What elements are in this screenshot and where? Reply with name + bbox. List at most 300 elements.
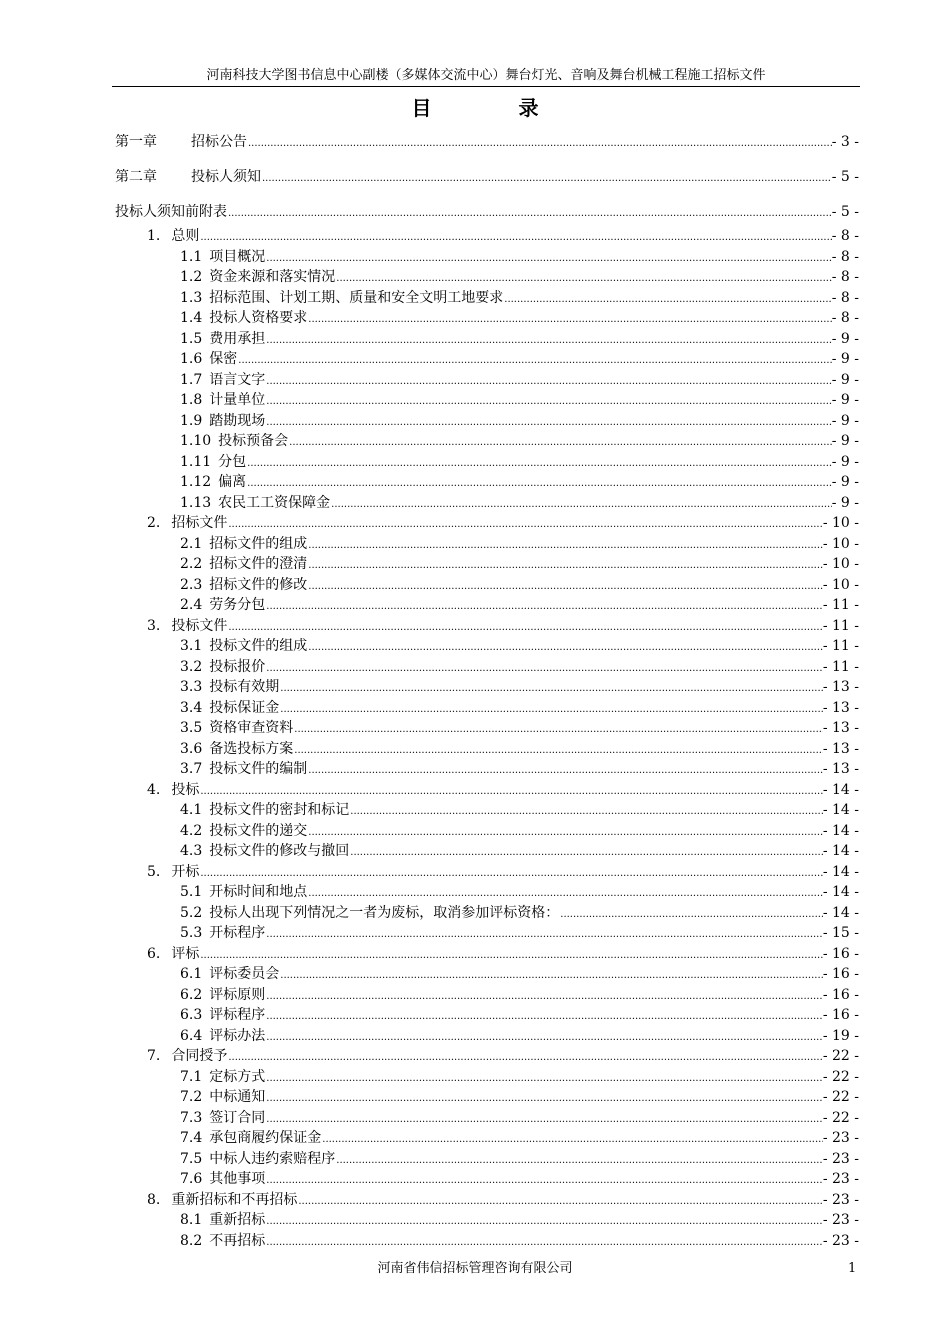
toc-section-number: 3.7 — [180, 761, 203, 777]
toc-leader-dots — [560, 905, 823, 925]
toc-leader-dots — [228, 515, 822, 535]
toc-page-number: - 14 - — [822, 781, 859, 798]
toc-page-number: - 9 - — [831, 330, 859, 347]
toc-page-number: - 23 - — [822, 1232, 859, 1249]
toc-page-number: - 10 - — [822, 576, 859, 593]
toc-section-number: 1.6 — [180, 351, 203, 367]
toc-section-title: 总则 — [171, 228, 200, 244]
header-rule — [112, 86, 860, 87]
toc-entry[interactable] — [180, 718, 859, 738]
toc-entry-label — [180, 1128, 321, 1148]
toc-entry-label — [180, 1149, 335, 1169]
toc-section-title: 开标时间和地点 — [209, 884, 308, 900]
toc-page-number: - 16 - — [822, 1007, 859, 1023]
toc-section-number: 7.1 — [180, 1068, 203, 1085]
toc-page-number: - 9 - — [831, 412, 859, 429]
toc-leader-dots — [200, 864, 822, 884]
toc-page-number: - 16 - — [822, 945, 859, 962]
toc-leader-dots — [266, 1171, 823, 1191]
toc-section-number: 7.3 — [180, 1109, 203, 1126]
toc-leader-dots — [336, 1151, 823, 1171]
toc-section-title: 投标文件的密封和标记 — [209, 802, 350, 818]
toc-leader-dots — [228, 204, 832, 224]
toc-entry[interactable] — [180, 1005, 859, 1025]
toc-page-number: - 9 - — [831, 474, 859, 490]
toc-page-number: - 5 - — [831, 169, 859, 185]
toc-section-title: 投标人出现下列情况之一者为废标，取消参加评标资格： — [209, 904, 560, 921]
toc-entry[interactable] — [180, 288, 859, 308]
toc-leader-dots — [200, 946, 822, 966]
footer-company: 河南省伟信招标管理咨询有限公司 — [377, 1261, 573, 1276]
toc-page-number: - 23 - — [822, 1171, 859, 1187]
toc-leader-dots — [308, 577, 823, 597]
toc-entry[interactable] — [180, 636, 859, 656]
toc-section-title: 投标文件的编制 — [209, 761, 308, 777]
toc-entry[interactable] — [147, 226, 859, 246]
toc-entry-label — [180, 882, 307, 902]
toc-page-number: - 22 - — [822, 1048, 859, 1064]
toc-leader-dots — [266, 1212, 823, 1232]
toc-section-title: 分包 — [218, 453, 247, 470]
toc-section-number: 6.4 — [180, 1027, 203, 1044]
toc-entry[interactable] — [147, 1046, 859, 1066]
toc-section-title: 合同授予 — [171, 1048, 228, 1064]
toc-section-number: 4.1 — [180, 802, 203, 818]
toc-entry[interactable] — [115, 202, 859, 222]
toc-page-number: - 8 - — [831, 248, 859, 265]
toc-entry[interactable] — [180, 882, 859, 902]
toc-leader-dots — [289, 433, 832, 453]
toc-entry[interactable] — [180, 390, 859, 410]
toc-entry-label — [180, 370, 265, 390]
toc-page-number: - 9 - — [831, 453, 859, 470]
toc-leader-dots — [266, 1110, 823, 1130]
toc-entry-label — [180, 390, 265, 410]
toc-leader-dots — [266, 1069, 823, 1089]
toc-entry-label — [180, 329, 265, 349]
toc-section-number: 2.2 — [180, 556, 203, 572]
toc-leader-dots — [336, 269, 831, 289]
toc-page-number: - 9 - — [831, 392, 859, 408]
toc-entry[interactable] — [180, 759, 859, 779]
toc-section-title: 开标 — [171, 863, 200, 880]
toc-section-number: 4. — [147, 781, 161, 798]
toc-section-title: 评标程序 — [209, 1007, 266, 1023]
toc-entry-label — [180, 759, 307, 779]
toc-entry[interactable] — [147, 1190, 859, 1210]
toc-entry-label — [180, 1026, 265, 1046]
toc-entry-label — [180, 452, 246, 472]
toc-section-number: 5.1 — [180, 884, 203, 900]
toc-section-number: 2.1 — [180, 535, 203, 552]
toc-entry[interactable] — [180, 452, 859, 472]
toc-section-number: 4.3 — [180, 843, 203, 859]
toc-section-number: 8. — [147, 1191, 161, 1208]
toc-section-number: 1.8 — [180, 392, 203, 408]
toc-leader-dots — [266, 1028, 823, 1048]
running-header: 河南科技大学图书信息中心副楼（多媒体交流中心）舞台灯光、音响及舞台机械工程施工招标文件 — [206, 68, 766, 83]
toc-page-number: - 8 - — [831, 310, 859, 326]
toc-section-title: 评标办法 — [209, 1027, 266, 1044]
toc-entry[interactable] — [180, 595, 859, 615]
toc-page-number: - 22 - — [822, 1089, 859, 1105]
toc-page-number: - 14 - — [822, 904, 859, 921]
toc-page-number: - 23 - — [822, 1212, 859, 1228]
toc-page-number: - 5 - — [831, 204, 859, 220]
toc-section-number: 5. — [147, 863, 161, 880]
toc-leader-dots — [247, 454, 832, 474]
toc-section-number: 1.12 — [180, 474, 212, 490]
toc-section-number: 8.2 — [180, 1232, 203, 1249]
toc-section-number: 3.3 — [180, 679, 203, 695]
toc-page-number: - 11 - — [822, 638, 859, 654]
toc-page-number: - 19 - — [822, 1027, 859, 1044]
toc-entry-label — [147, 616, 227, 636]
toc-section-title: 招标文件的组成 — [209, 535, 308, 552]
toc-entry[interactable] — [180, 349, 859, 369]
toc-section-number: 3.4 — [180, 699, 203, 716]
toc-leader-dots — [266, 925, 823, 945]
toc-entry[interactable] — [180, 247, 859, 267]
toc-entry[interactable] — [147, 862, 859, 882]
toc-section-number: 1. — [147, 228, 161, 244]
toc-entry-label — [180, 1087, 265, 1107]
toc-section-title: 不再招标 — [209, 1232, 266, 1249]
toc-page-number: - 8 - — [831, 269, 859, 285]
toc-entry-label — [147, 862, 199, 882]
toc-entry-label — [180, 1005, 265, 1025]
toc-page-number: - 14 - — [822, 843, 859, 859]
toc-entry-label — [180, 636, 307, 656]
toc-leader-dots — [266, 1007, 823, 1027]
toc-entry-label — [180, 677, 279, 697]
toc-section-number: 5.3 — [180, 925, 203, 941]
toc-page-number: - 22 - — [822, 1109, 859, 1126]
toc-page-number: - 13 - — [822, 679, 859, 695]
toc-entry[interactable] — [180, 698, 859, 718]
toc-entry[interactable] — [180, 575, 859, 595]
toc-page-number: - 8 - — [831, 289, 859, 306]
toc-entry-label — [180, 349, 237, 369]
toc-entry-label — [180, 1067, 265, 1087]
toc-section-title: 投标预备会 — [218, 433, 289, 449]
toc-leader-dots — [262, 169, 832, 189]
toc-section-number: 8.1 — [180, 1212, 203, 1228]
toc-page-number: - 10 - — [822, 515, 859, 531]
toc-section-number: 7.5 — [180, 1150, 203, 1167]
toc-page-number: - 13 - — [822, 699, 859, 716]
toc-entry-label — [115, 202, 227, 222]
toc-leader-dots — [350, 802, 823, 822]
toc-entry-label — [147, 780, 199, 800]
toc-leader-dots — [266, 372, 831, 392]
toc-entry-label — [180, 1108, 265, 1128]
toc-entry[interactable] — [180, 431, 859, 451]
toc-leader-dots — [266, 1089, 823, 1109]
toc-entry-label — [147, 944, 199, 964]
toc-entry[interactable] — [180, 370, 859, 390]
toc-section-title: 招标文件的修改 — [209, 576, 308, 593]
toc-page-number: - 11 - — [822, 658, 859, 675]
toc-section-title: 重新招标 — [209, 1212, 266, 1228]
toc-section-title: 投标文件的修改与撤回 — [209, 843, 350, 859]
toc-leader-dots — [247, 474, 832, 494]
toc-section-title: 招标文件的澄清 — [209, 556, 308, 572]
toc-section-title: 投标文件的递交 — [209, 822, 308, 839]
toc-leader-dots — [266, 392, 831, 412]
toc-section-number: 5.2 — [180, 904, 203, 921]
toc-entry[interactable] — [180, 1169, 859, 1189]
toc-page-number: - 8 - — [831, 228, 859, 244]
toc-page-number: - 13 - — [822, 720, 859, 736]
toc-entry[interactable] — [180, 1210, 859, 1230]
toc-page-number: - 16 - — [822, 966, 859, 982]
toc-entry-label — [180, 739, 293, 759]
toc-entry[interactable] — [180, 308, 859, 328]
toc-section-title: 重新招标和不再招标 — [171, 1191, 298, 1208]
toc-leader-dots — [308, 310, 831, 330]
toc-page-number: - 23 - — [822, 1191, 859, 1208]
toc-section-title: 投标保证金 — [209, 699, 280, 716]
toc-section-number: 1.13 — [180, 494, 212, 511]
toc-entry-label — [180, 698, 279, 718]
toc-entry-label — [180, 657, 265, 677]
toc-leader-dots — [266, 659, 823, 679]
toc-leader-dots — [280, 700, 823, 720]
footer-page-number: 1 — [848, 1261, 857, 1276]
toc-entry-label — [180, 472, 246, 492]
toc-entry-label — [180, 964, 279, 984]
toc-leader-dots — [294, 741, 823, 761]
toc-entry[interactable] — [180, 677, 859, 697]
toc-entry[interactable] — [180, 841, 859, 861]
toc-section-number: 6.2 — [180, 986, 203, 1003]
toc-page-number: - 23 - — [822, 1150, 859, 1167]
toc-entry-label — [180, 288, 503, 308]
toc-section-title: 农民工工资保障金 — [218, 494, 331, 511]
toc-entry[interactable] — [180, 1067, 859, 1087]
toc-section-number: 3.6 — [180, 740, 203, 757]
toc-page-number: - 14 - — [822, 884, 859, 900]
toc-entry[interactable] — [180, 903, 859, 923]
toc-entry-label — [180, 554, 307, 574]
toc-leader-dots — [298, 1192, 822, 1212]
toc-section-number: 1.2 — [180, 269, 203, 285]
toc-entry-label — [180, 1169, 265, 1189]
toc-entry[interactable] — [180, 657, 859, 677]
toc-section-title: 投标报价 — [209, 658, 266, 675]
toc-entry[interactable] — [147, 513, 859, 533]
toc-section-number: 1.1 — [180, 248, 203, 265]
toc-entry-label — [180, 493, 330, 513]
toc-entry[interactable] — [180, 1128, 859, 1148]
toc-entry-label — [147, 1046, 227, 1066]
toc-section-number: 3.2 — [180, 658, 203, 675]
toc-entry[interactable] — [147, 780, 859, 800]
toc-leader-dots — [308, 536, 823, 556]
toc-entry[interactable] — [180, 411, 859, 431]
toc-section-title: 投标人资格要求 — [209, 310, 308, 326]
toc-page-number: - 9 - — [831, 351, 859, 367]
toc-section-title: 保密 — [209, 351, 238, 367]
toc-section-title: 评标委员会 — [209, 966, 280, 982]
toc-page-number: - 10 - — [822, 535, 859, 552]
toc-entry-label — [180, 308, 307, 328]
toc-entry-label — [147, 226, 199, 246]
toc-leader-dots — [228, 618, 822, 638]
toc-leader-dots — [294, 720, 823, 740]
toc-entry-label — [180, 595, 265, 615]
toc-leader-dots — [200, 782, 822, 802]
toc-section-number: 7.6 — [180, 1171, 203, 1187]
toc-section-number: 1.9 — [180, 412, 203, 429]
toc-page-number: - 22 - — [822, 1068, 859, 1085]
toc-section-title: 评标原则 — [209, 986, 266, 1003]
toc-entry-label — [147, 513, 227, 533]
toc-section-title: 计量单位 — [209, 392, 266, 408]
toc-page-number: - 13 - — [822, 740, 859, 757]
toc-section-number: 1.10 — [180, 433, 212, 449]
toc-leader-dots — [331, 495, 832, 515]
toc-entry-label — [180, 431, 288, 451]
toc-leader-dots — [308, 884, 823, 904]
toc-page-number: - 11 - — [822, 597, 859, 613]
toc-page-number: - 9 - — [831, 371, 859, 388]
toc-page-number: - 16 - — [822, 986, 859, 1003]
toc-section-title: 费用承担 — [209, 330, 266, 347]
toc-page-number: - 14 - — [822, 822, 859, 839]
toc-entry[interactable] — [180, 329, 859, 349]
toc-entry-label — [180, 800, 349, 820]
toc-entry[interactable] — [180, 267, 859, 287]
toc-section-number: 7.4 — [180, 1130, 203, 1146]
toc-entry-label — [180, 247, 265, 267]
toc-section-title: 投标有效期 — [209, 679, 280, 695]
toc-entry[interactable] — [180, 1231, 859, 1251]
toc-section-number: 4.2 — [180, 822, 203, 839]
toc-entry-label — [180, 923, 265, 943]
toc-entry[interactable] — [180, 800, 859, 820]
toc-entry-label — [115, 167, 261, 187]
toc-entry[interactable] — [180, 923, 859, 943]
toc-section-number: 3.1 — [180, 638, 203, 654]
toc-section-number: 2. — [147, 515, 161, 531]
toc-section-title: 项目概况 — [209, 248, 266, 265]
toc-section-number: 6.3 — [180, 1007, 203, 1023]
toc-entry-label — [180, 267, 335, 287]
toc-leader-dots — [266, 331, 831, 351]
toc-entry-label — [115, 132, 247, 152]
toc-entry-label — [180, 985, 265, 1005]
toc-entry[interactable] — [180, 1087, 859, 1107]
toc-section-title: 开标程序 — [209, 925, 266, 941]
toc-page-number: - 13 - — [822, 761, 859, 777]
toc-leader-dots — [504, 290, 831, 310]
toc-section-number: 7.2 — [180, 1089, 203, 1105]
toc-section-title: 招标文件 — [171, 515, 228, 531]
toc-section-number: 2.4 — [180, 597, 203, 613]
toc-entry-label — [180, 841, 349, 861]
toc-section-title: 踏勘现场 — [209, 412, 266, 429]
toc-page-number: - 23 - — [822, 1130, 859, 1146]
toc-title: 目 录 — [411, 96, 579, 120]
toc-page-number: - 15 - — [822, 925, 859, 941]
toc-entry[interactable] — [180, 739, 859, 759]
toc-section-title: 投标 — [171, 781, 200, 798]
toc-entry-label — [180, 575, 307, 595]
toc-leader-dots — [266, 987, 823, 1007]
toc-entry-label — [180, 821, 307, 841]
toc-entry-label — [180, 1231, 265, 1251]
toc-leader-dots — [266, 597, 823, 617]
toc-section-title: 招标公告 — [191, 134, 247, 150]
toc-entry[interactable] — [180, 472, 859, 492]
toc-section-title: 投标人须知前附表 — [115, 204, 227, 220]
toc-section-title: 承包商履约保证金 — [209, 1130, 322, 1146]
toc-section-number: 1.5 — [180, 330, 203, 347]
toc-entry[interactable] — [147, 616, 859, 636]
toc-section-title: 中标人违约索赔程序 — [209, 1150, 336, 1167]
toc-page-number: - 14 - — [822, 802, 859, 818]
toc-leader-dots — [308, 823, 823, 843]
toc-entry[interactable] — [147, 944, 859, 964]
toc-entry[interactable] — [180, 493, 859, 513]
toc-entry[interactable] — [180, 554, 859, 574]
toc-entry[interactable] — [180, 1149, 859, 1169]
toc-leader-dots — [350, 843, 823, 863]
toc-entry-label — [180, 903, 559, 923]
toc-entry[interactable] — [115, 167, 859, 187]
toc-page-number: - 10 - — [822, 556, 859, 572]
toc-section-title: 评标 — [171, 945, 200, 962]
toc-entry[interactable] — [180, 1108, 859, 1128]
toc-page-number: - 9 - — [831, 433, 859, 449]
toc-section-number: 2.3 — [180, 576, 203, 593]
toc-entry[interactable] — [180, 964, 859, 984]
toc-leader-dots — [322, 1130, 823, 1150]
toc-section-title: 投标文件的组成 — [209, 638, 308, 654]
toc-page-number: - 11 - — [822, 617, 859, 634]
toc-entry[interactable] — [180, 534, 859, 554]
toc-section-number: 6.1 — [180, 966, 203, 982]
toc-section-number: 1.3 — [180, 289, 203, 306]
toc-entry[interactable] — [180, 1026, 859, 1046]
toc-section-number: 3.5 — [180, 720, 203, 736]
toc-chapter-number: 第二章 — [115, 169, 157, 185]
toc-leader-dots — [266, 1233, 823, 1253]
toc-section-title: 投标文件 — [171, 617, 228, 634]
toc-entry[interactable] — [115, 132, 859, 152]
toc-section-title: 中标通知 — [209, 1089, 266, 1105]
toc-section-number: 7. — [147, 1048, 161, 1064]
toc-section-number: 1.7 — [180, 371, 203, 388]
toc-section-title: 资金来源和落实情况 — [209, 269, 336, 285]
toc-section-title: 招标范围、计划工期、质量和安全文明工地要求 — [209, 289, 504, 306]
toc-leader-dots — [200, 228, 831, 248]
toc-entry[interactable] — [180, 985, 859, 1005]
toc-entry[interactable] — [180, 821, 859, 841]
toc-entry-label — [180, 534, 307, 554]
toc-page-number: - 14 - — [822, 863, 859, 880]
toc-leader-dots — [280, 679, 823, 699]
toc-section-title: 偏离 — [218, 474, 247, 490]
toc-section-title: 签订合同 — [209, 1109, 266, 1126]
toc-leader-dots — [266, 413, 831, 433]
toc-entry-label — [180, 1210, 265, 1230]
toc-section-number: 1.4 — [180, 310, 203, 326]
toc-section-number: 6. — [147, 945, 161, 962]
toc-entry-label — [180, 411, 265, 431]
